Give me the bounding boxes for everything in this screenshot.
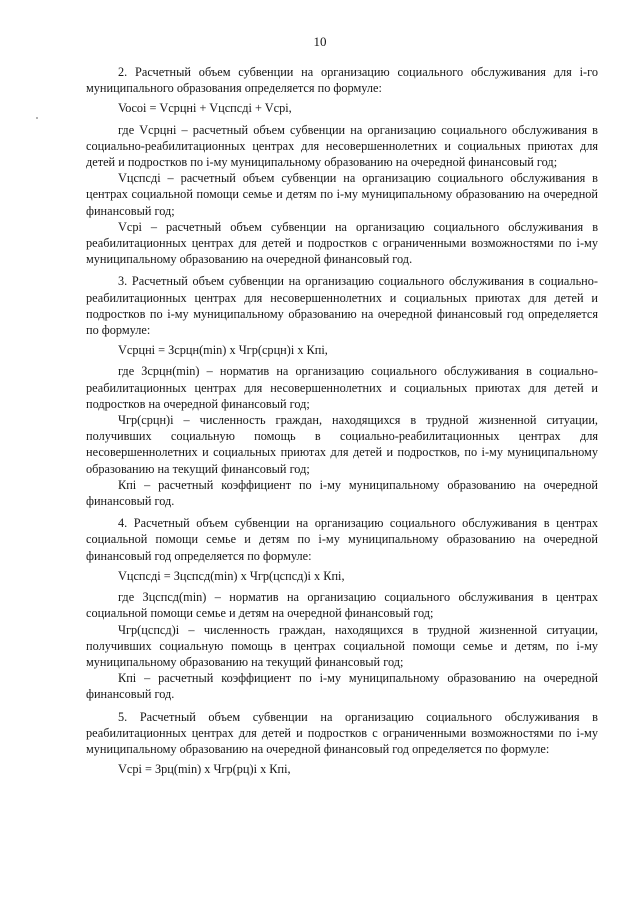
scan-speck — [36, 117, 38, 119]
definition-chgr-cspsd: Чгр(цспсд)i – численность граждан, находящихся в трудной жизненной ситуации, получивших социальную помощь в центрах социальной помощи семье и детям, по i-му муниципальному образованию на текущий финансовый год; — [86, 622, 598, 669]
definition-zcspsd: где Зцспсд(min) – норматив на организацию социального обслуживания в центрах социальной помощи семье и детям на очередной финансовый год; — [86, 590, 598, 621]
page-number: 10 — [313, 34, 327, 49]
definition-kpi-3: Кпi – расчетный коэффициент по i-му муниципальному образованию на очередной финансовый год. — [86, 477, 598, 509]
definition-chgr-srcn: Чгр(срцн)i – численность граждан, находящихся в трудной жизненной ситуации, получивших социальную помощь в социально-реабилитационных центрах для несовершеннолетних и социальных приютах для детей и подростков, по i-му муниципальному образованию на текущий финансовый год; — [86, 413, 598, 476]
formula-vsri: Vсрi = Зрц(min) x Чгр(рц)i x Кпi, — [118, 762, 291, 777]
definition-vcspsdi: Vцспсдi – расчетный объем субвенции на организацию социального обслуживания в центрах социальной помощи семье и детям по i-му муниципальному образованию на очередной финансовый год; — [86, 171, 598, 218]
paragraph-5: 5. Расчетный объем субвенции на организацию социального обслуживания в реабилитационных центрах для детей и подростков с ограниченными возможностями по i-му муниципальному образованию на очередной финансовый год определяется по формуле: — [86, 709, 598, 756]
paragraph-4: 4. Расчетный объем субвенции на организацию социального обслуживания в центрах социальной помощи семье и детям по i-му муниципальному образованию на очередной финансовый год определяется по формуле: — [86, 516, 598, 563]
definition-zsrcn: где Зсрцн(min) – норматив на организацию социального обслуживания в социально-реабилитационных центрах для несовершеннолетних и социальных приютах для детей и подростков на очередной финансовый год; — [86, 364, 598, 411]
definition-vsri: Vсрi – расчетный объем субвенции на организацию социального обслуживания в реабилитационных центрах для детей и подростков с ограниченными возможностями по i-му муниципальному образованию на очередной финансовый год. — [86, 219, 598, 267]
paragraph-3: 3. Расчетный объем субвенции на организацию социального обслуживания в социально-реабилитационных центрах для несовершеннолетних и социальных приютах для детей и подростков по i-му муниципальному образованию на очередной финансовый год определяется по формуле: — [86, 274, 598, 338]
paragraph-2: 2. Расчетный объем субвенции на организацию социального обслуживания для i-го муниципального образования определяется по формуле: — [86, 65, 598, 96]
definition-kpi-4: Кпi – расчетный коэффициент по i-му муниципальному образованию на очередной финансовый год. — [86, 671, 598, 702]
formula-vocoi: Vocoi = Vсрцнi + Vцспcдi + Vсрi, — [118, 101, 292, 116]
definition-vsrcni: где Vсрцнi – расчетный объем субвенции на организацию социального обслуживания в социально-реабилитационных центрах для несовершеннолетних и социальных приютах для детей и подростков по i-му муниципальному образованию на очередной финансовый год; — [86, 122, 598, 170]
formula-vsrcni: Vсрцнi = Зсрцн(min) x Чгр(срцн)i x Кпi, — [118, 343, 328, 358]
formula-vcspsdi: Vцспсдi = Зцспсд(min) x Чгр(цспсд)i x Кпi, — [118, 568, 345, 583]
document-body — [86, 64, 598, 782]
